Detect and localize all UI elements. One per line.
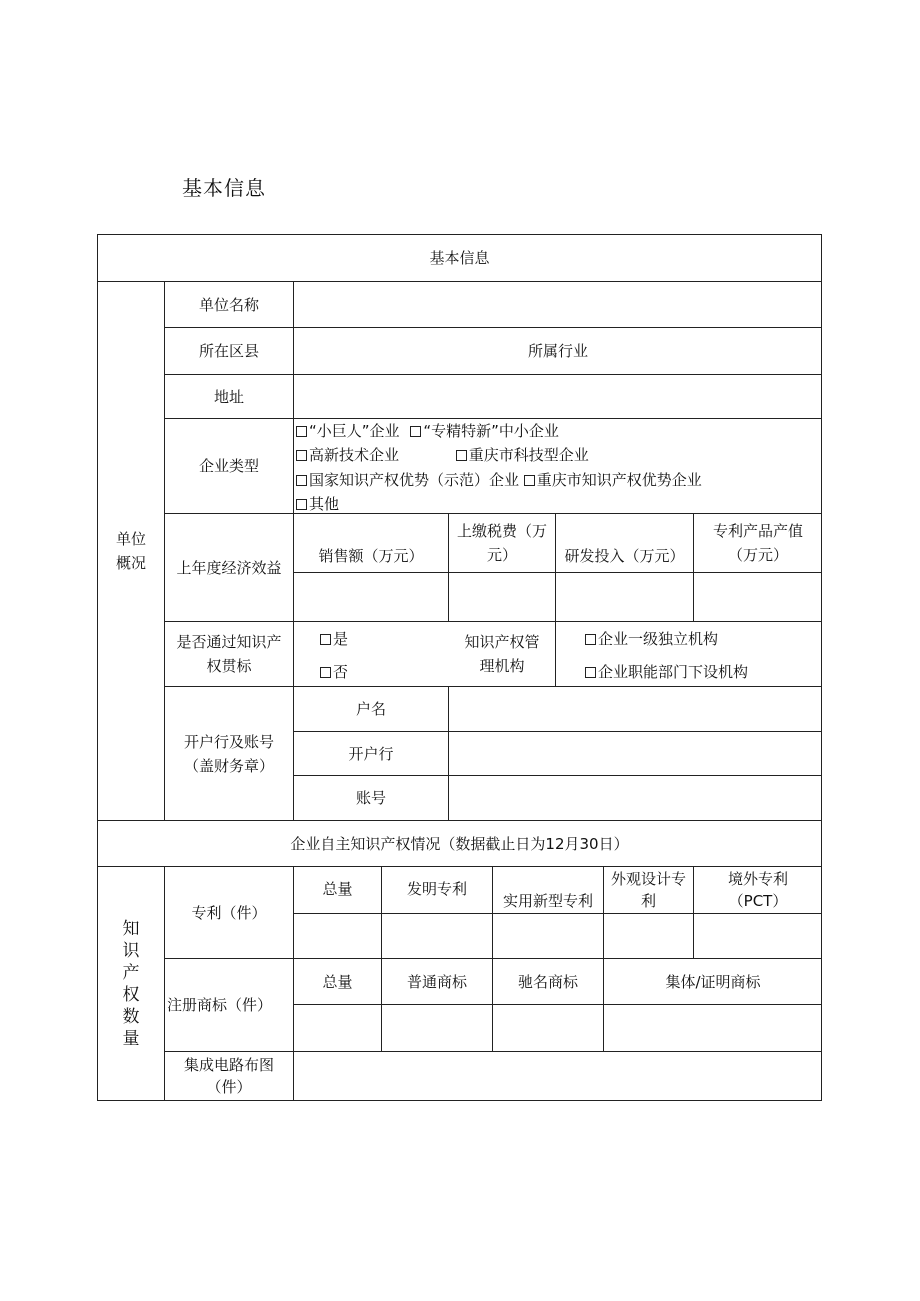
district-label: 所在区县 (198, 342, 259, 360)
patent-total-field[interactable] (294, 914, 381, 958)
checkbox-icon (320, 667, 331, 678)
checkbox-icon (296, 426, 307, 437)
checkbox-dept-org[interactable]: 企业职能部门下设机构 (585, 660, 748, 684)
patent-invention-field[interactable] (382, 914, 492, 958)
ic-layout-label: 集成电路布图（件） (183, 1056, 274, 1096)
patent-utility-header: 实用新型专利 (502, 892, 593, 910)
trademark-total-field[interactable] (294, 1005, 381, 1051)
checkbox-icon (410, 426, 421, 437)
patent-foreign-field[interactable] (694, 914, 822, 958)
table-title: 基本信息 (429, 249, 490, 267)
patent-design-field[interactable] (604, 914, 693, 958)
page-heading: 基本信息 (182, 176, 266, 200)
tax-field[interactable] (449, 573, 555, 621)
trademark-label: 注册商标（件） (167, 996, 273, 1014)
account-no-field[interactable] (449, 776, 822, 820)
address-field[interactable] (294, 375, 822, 418)
checkbox-independent-org[interactable]: 企业一级独立机构 (585, 627, 718, 651)
patent-output-field[interactable] (694, 573, 822, 621)
checkbox-cq-tech[interactable]: 重庆市科技型企业 (456, 446, 589, 464)
enterprise-type-label: 企业类型 (198, 457, 259, 475)
checkbox-no[interactable]: 否 (320, 660, 348, 684)
trademark-wellknown-field[interactable] (493, 1005, 603, 1051)
unit-name-field[interactable] (294, 282, 822, 327)
patent-output-header: 专利产品产值（万元） (712, 522, 803, 564)
checkbox-icon (296, 475, 307, 486)
checkbox-icon (296, 499, 307, 510)
section-unit-label: 单位概况 (115, 530, 146, 572)
checkbox-national-ip[interactable]: 国家知识产权优势（示范）企业 (296, 471, 519, 489)
checkbox-yes[interactable]: 是 (320, 627, 348, 651)
checkbox-icon (320, 634, 331, 645)
ic-layout-field[interactable] (294, 1052, 822, 1100)
enterprise-type-line-3 (296, 468, 702, 492)
account-no-label: 账号 (355, 789, 386, 807)
account-name-label: 户名 (355, 700, 386, 718)
sales-field[interactable] (294, 573, 448, 621)
checkbox-high-tech[interactable]: 高新技术企业 (296, 446, 399, 464)
patent-label: 专利（件） (191, 903, 267, 922)
section-ip-label: 知识产权数量 (122, 918, 140, 1049)
bank-label: 开户行及账号（盖财务章） (183, 732, 274, 775)
bank-name-field[interactable] (449, 732, 822, 775)
checkbox-specialized-new[interactable]: “专精特新”中小企业 (410, 422, 559, 440)
trademark-ordinary-field[interactable] (382, 1005, 492, 1051)
trademark-total-header: 总量 (322, 972, 353, 991)
industry-label: 所属行业 (527, 342, 588, 360)
checkbox-icon (585, 634, 596, 645)
rd-header: 研发投入（万元） (564, 547, 685, 565)
unit-name-label: 单位名称 (198, 295, 259, 314)
tax-header: 上缴税费（万元） (456, 522, 547, 564)
sales-header: 销售额（万元） (318, 547, 424, 565)
trademark-ordinary-header: 普通商标 (406, 972, 467, 991)
account-name-field[interactable] (449, 687, 822, 731)
ip-section-title: 企业自主知识产权情况（数据截止日为12月30日） (290, 834, 629, 853)
bank-name-label: 开户行 (348, 744, 394, 763)
patent-total-header: 总量 (322, 880, 353, 898)
patent-utility-field[interactable] (493, 914, 603, 958)
patent-foreign-header: 境外专利（PCT） (727, 870, 788, 910)
trademark-wellknown-header: 驰名商标 (517, 972, 578, 991)
ip-mgmt-label: 知识产权管理机构 (464, 633, 540, 675)
checkbox-little-giant[interactable]: “小巨人”企业 (296, 422, 400, 440)
enterprise-type-line-1 (296, 419, 559, 443)
checkbox-icon (524, 475, 535, 486)
enterprise-type-line-4 (296, 492, 339, 516)
patent-invention-header: 发明专利 (406, 880, 467, 898)
trademark-collective-field[interactable] (604, 1005, 822, 1051)
checkbox-icon (296, 450, 307, 461)
ip-standard-label: 是否通过知识产权贯标 (176, 633, 282, 675)
checkbox-cq-ip[interactable]: 重庆市知识产权优势企业 (524, 471, 702, 489)
trademark-collective-header: 集体/证明商标 (665, 972, 761, 991)
checkbox-icon (585, 667, 596, 678)
economic-label: 上年度经济效益 (176, 558, 282, 577)
rd-field[interactable] (556, 573, 693, 621)
address-label: 地址 (213, 387, 244, 406)
enterprise-type-line-2 (296, 443, 589, 467)
checkbox-icon (456, 450, 467, 461)
patent-design-header: 外观设计专利 (610, 870, 686, 910)
checkbox-other[interactable]: 其他 (296, 495, 339, 513)
